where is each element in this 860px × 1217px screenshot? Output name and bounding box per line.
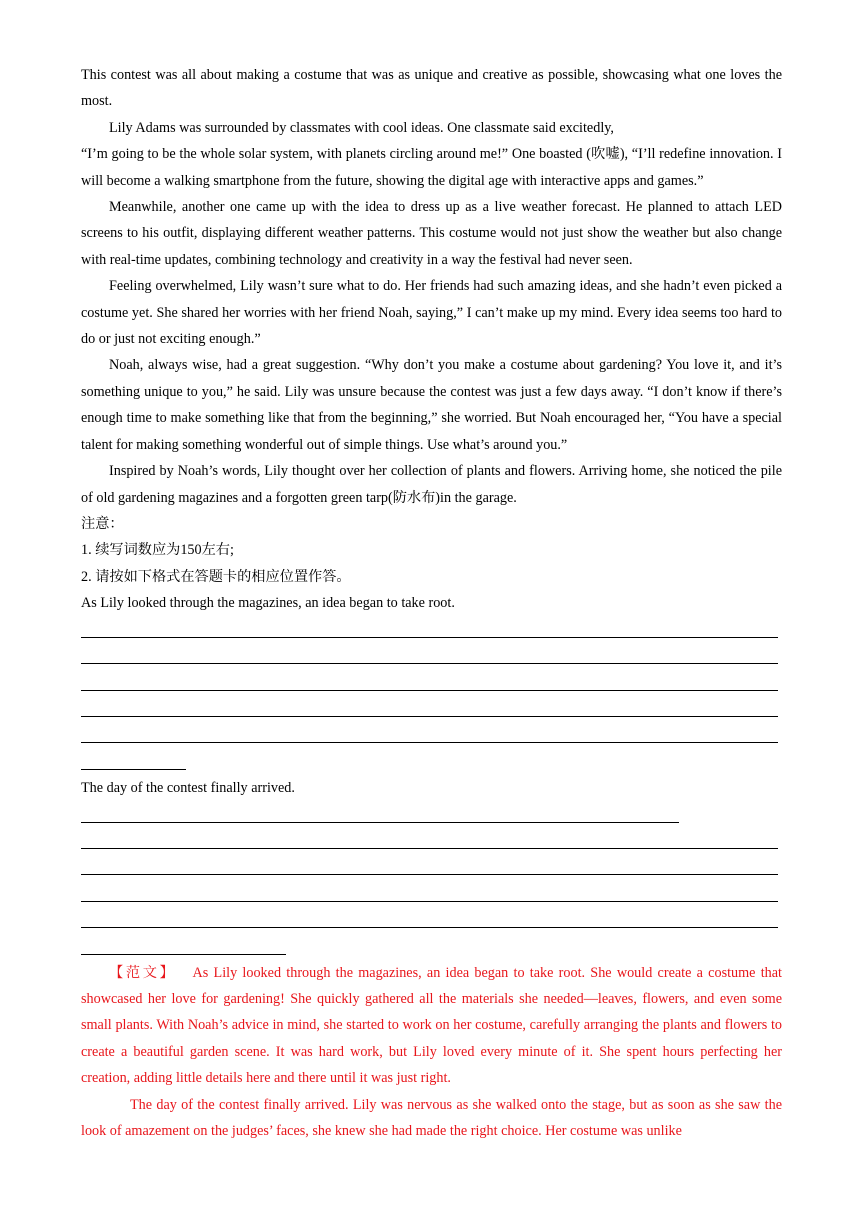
answer-line: [81, 722, 782, 748]
answer-line: [81, 696, 782, 722]
notes-item-2: 2. 请按如下格式在答题卡的相应位置作答。: [81, 568, 351, 585]
model-answer-paragraph-1: [81, 960, 782, 1092]
passage-paragraph-7: Inspired by Noah’s words, Lily thought over her collection of plants and flowers. Arriving home, she noticed the pile of old gardening magazines and a forgotten green tarp(防水布)in the garage.: [81, 463, 782, 506]
passage-paragraph-5: Feeling overwhelmed, Lily wasn’t sure what to do. Her friends had such amazing ideas, and she hadn’t even picked a costume yet. She shared her worries with her friend Noah, saying,” I can’t make up my mind. Every idea seems too hard to do or just not exciting enough.”: [81, 278, 782, 348]
passage-paragraph-3: “I’m going to be the whole solar system, with planets circling around me!” One boasted (吹嘘), “I’ll redefine innovation. I will become a walking smartphone from the future, showing the digital age with interactive apps and games.”: [81, 146, 782, 189]
passage-paragraph-2: Lily Adams was surrounded by classmates with cool ideas. One classmate said excitedly,: [109, 119, 614, 136]
model-answer-tag: 【范文】: [109, 964, 177, 981]
answer-line: [81, 748, 782, 774]
answer-line: [81, 828, 782, 854]
document-page: [81, 62, 782, 1144]
model-answer-paragraph-2: The day of the contest finally arrived. Lily was nervous as she walked onto the stage, but as soon as she saw the look of amazement on the judges’ faces, she knew she had made the right choice. Her costume was unlike: [81, 1096, 782, 1140]
answer-line: [81, 933, 782, 959]
passage-paragraph-1: This contest was all about making a costume that was as unique and creative as possible, showcasing what one loves the most.: [81, 67, 782, 110]
prompt-second: The day of the contest finally arrived.: [81, 779, 295, 796]
answer-line: [81, 907, 782, 933]
model-answer-text-1: As Lily looked through the magazines, an idea began to take root. She would create a costume that showcased her love for gardening! She quickly gathered all the materials she needed—leaves, flowers, and even some small plants. With Noah’s advice in mind, she started to work on her costume, carefully arranging the plants and flowers to create a beautiful garden scene. It was hard work, but Lily loved every minute of it. She spent hours perfecting her creation, adding little details here and there until it was just right.: [81, 964, 782, 1087]
answer-line: [81, 669, 782, 695]
passage-paragraph-4: Meanwhile, another one came up with the idea to dress up as a live weather forecast. He planned to attach LED screens to his outfit, displaying different weather patterns. This costume would not just show the weather but also change with real-time updates, combining technology and creativity in a way the festival had never seen.: [81, 199, 782, 268]
answer-line: [81, 643, 782, 669]
notes-heading: 注意：: [81, 515, 124, 532]
answer-line: [81, 617, 782, 643]
answer-line: [81, 880, 782, 906]
passage-paragraph-6: Noah, always wise, had a great suggestion. “Why don’t you make a costume about gardening? You love it, and it’s something unique to you,” he said. Lily was unsure because the contest was just a few days away. “I don’t know if there’s enough time to make something like that from the beginning,” she worried. But Noah encouraged her, “You have a special talent for making something wonderful out of simple things. Use what’s around you.”: [81, 357, 782, 453]
prompt-first: As Lily looked through the magazines, an idea began to take root.: [81, 595, 455, 612]
answer-line: [81, 801, 782, 827]
answer-line: [81, 854, 782, 880]
notes-item-1: 1. 续写词数应为150左右;: [81, 542, 234, 559]
